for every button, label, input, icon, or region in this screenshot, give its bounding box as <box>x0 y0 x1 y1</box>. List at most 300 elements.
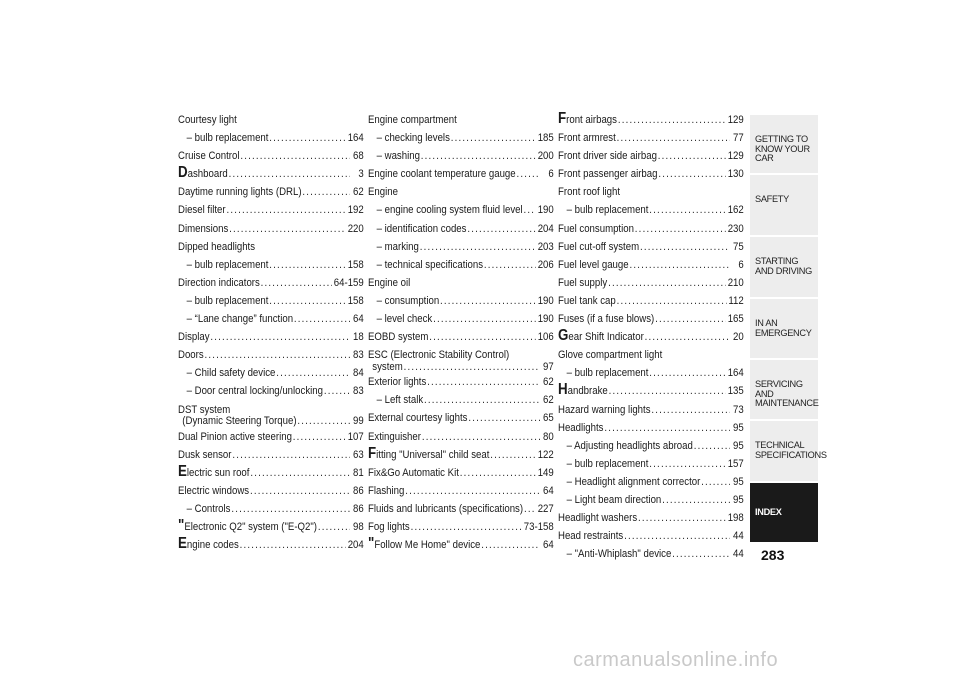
index-entry-row <box>558 147 744 165</box>
index-entry <box>558 238 744 256</box>
entry-page: 158 <box>347 294 364 307</box>
entry-text: Adjusting headlights abroad <box>574 439 693 452</box>
index-entry <box>368 147 554 165</box>
index-entry <box>558 437 744 455</box>
entry-text: andbrake <box>567 385 608 398</box>
index-entry-row <box>178 446 364 464</box>
index-entry-row <box>558 455 744 473</box>
entry-text: Electronic Q2" system ("E-Q2") <box>184 520 318 533</box>
entry-label <box>178 536 239 554</box>
dot-leader <box>617 292 727 310</box>
index-heading: Engine compartment <box>368 114 457 126</box>
dot-leader <box>294 310 350 328</box>
entry-text: Direction indicators <box>178 276 260 289</box>
entry-page: 84 <box>353 367 364 380</box>
index-entry-row <box>368 536 554 554</box>
dot-leader <box>302 183 350 201</box>
index-entry-row <box>558 292 744 310</box>
watermark: carmanualsonline.info <box>573 649 779 671</box>
entry-text: Headlight washers <box>558 512 638 525</box>
dot-leader <box>523 201 535 219</box>
entry-label <box>558 111 617 129</box>
section-tab[interactable]: INDEX <box>750 483 818 544</box>
index-entry-row <box>178 292 364 310</box>
index-entry <box>178 183 364 201</box>
entry-page: 95 <box>733 439 744 452</box>
entry-label <box>182 416 296 428</box>
entry-page: 44 <box>733 548 744 561</box>
entry-page: 64 <box>543 484 554 497</box>
entry-label <box>377 310 433 328</box>
section-tab[interactable]: SERVICING AND MAINTENANCE <box>750 360 818 421</box>
dot-leader <box>210 328 350 346</box>
index-entry <box>558 165 744 183</box>
index-entry-row <box>368 292 554 310</box>
entry-text: consumption <box>384 294 440 307</box>
entry-text: Fix&Go Automatic Kit <box>368 466 459 479</box>
entry-text: bulb replacement <box>194 132 269 145</box>
index-entry <box>368 500 554 518</box>
entry-label <box>368 518 410 536</box>
dot-leader <box>609 382 726 400</box>
dot-leader <box>649 455 726 473</box>
entry-page: 185 <box>537 132 554 145</box>
entry-page: 190 <box>537 313 554 326</box>
entry-label <box>377 256 483 274</box>
index-entry-row <box>558 473 744 491</box>
entry-text: EOBD system <box>368 331 429 344</box>
entry-page: 164 <box>727 367 744 380</box>
entry-label <box>558 129 616 147</box>
dot-leader <box>205 346 350 364</box>
entry-label <box>377 238 419 256</box>
dot-leader <box>484 256 536 274</box>
index-entry <box>368 446 554 464</box>
entry-label <box>567 201 649 219</box>
entry-text: marking <box>384 240 419 253</box>
index-heading: Engine <box>368 186 398 199</box>
index-entry <box>178 401 364 428</box>
dot-leader <box>269 256 346 274</box>
entry-page: 63 <box>353 448 364 461</box>
dot-leader <box>516 165 540 183</box>
entry-text: bulb replacement <box>194 258 269 271</box>
entry-page: 64 <box>543 539 554 552</box>
entry-label <box>368 373 426 391</box>
entry-initial: " <box>178 516 185 534</box>
index-entry <box>558 129 744 147</box>
entry-label <box>178 220 228 238</box>
index-entry <box>558 111 744 129</box>
entry-label <box>377 129 450 147</box>
dot-leader <box>524 500 536 518</box>
entry-page: 227 <box>537 502 554 515</box>
entry-page: 106 <box>537 331 554 344</box>
entry-text: Electric windows <box>178 484 250 497</box>
entry-label <box>187 129 269 147</box>
index-entry <box>558 292 744 310</box>
entry-text: Display <box>178 331 210 344</box>
index-entry-row <box>558 111 744 129</box>
index-entry-row <box>558 545 744 563</box>
entry-label <box>178 147 240 165</box>
entry-text: bulb replacement <box>574 457 649 470</box>
entry-text: Fuel tank cap <box>558 294 616 307</box>
dot-leader <box>240 536 346 554</box>
entry-page: 149 <box>537 466 554 479</box>
index-entry <box>178 129 364 147</box>
index-entry <box>558 509 744 527</box>
index-entry-row <box>368 409 554 427</box>
index-entry <box>368 391 554 409</box>
entry-page: 164 <box>347 132 364 145</box>
dot-leader <box>640 238 730 256</box>
section-tab[interactable]: SAFETY <box>750 175 818 237</box>
entry-page: 200 <box>537 150 554 163</box>
index-entry <box>178 464 364 482</box>
entry-text: Exterior lights <box>368 376 427 389</box>
index-entry-row <box>178 183 364 201</box>
index-entry <box>558 401 744 419</box>
entry-page: 135 <box>727 385 744 398</box>
index-entry-row <box>178 147 364 165</box>
dot-leader <box>638 509 726 527</box>
entry-page: 190 <box>537 294 554 307</box>
index-entry-row <box>178 500 364 518</box>
index-entry <box>178 165 364 183</box>
entry-label <box>558 382 608 400</box>
entry-text: ashboard <box>187 168 228 181</box>
dot-leader <box>424 391 540 409</box>
entry-page: 198 <box>727 512 744 525</box>
index-entry <box>368 165 554 183</box>
entry-label <box>567 455 649 473</box>
entry-page: 75 <box>733 240 744 253</box>
entry-text: Child safety device <box>194 367 276 380</box>
index-entry-row <box>368 373 554 391</box>
entry-label <box>558 527 623 545</box>
index-entry <box>558 328 744 346</box>
entry-label <box>567 491 662 509</box>
index-entry-row <box>558 310 744 328</box>
entry-label <box>187 310 293 328</box>
entry-text: External courtesy lights <box>368 412 468 425</box>
entry-text: Front driver side airbag <box>558 150 657 163</box>
entry-page: 95 <box>733 475 744 488</box>
dot-leader <box>658 165 726 183</box>
index-entry <box>178 518 364 536</box>
dot-leader <box>468 409 540 427</box>
entry-page: 129 <box>727 114 744 126</box>
entry-page: 18 <box>353 331 364 344</box>
index-entry <box>368 328 554 346</box>
entry-text: checking levels <box>384 132 450 145</box>
entry-page: 204 <box>347 539 364 552</box>
entry-text: “Lane change” function <box>194 313 294 326</box>
index-entry <box>368 482 554 500</box>
entry-text: Head restraints <box>558 530 624 543</box>
dot-leader <box>231 500 350 518</box>
entry-page: 203 <box>537 240 554 253</box>
entry-text: Daytime running lights (DRL) <box>178 186 302 199</box>
dot-leader <box>701 473 730 491</box>
entry-text: Fuel cut-off system <box>558 240 640 253</box>
entry-label <box>178 482 249 500</box>
entry-page: 62 <box>543 394 554 407</box>
index-entry-row <box>558 129 744 147</box>
dot-leader <box>405 482 540 500</box>
index-entry <box>368 129 554 147</box>
section-tab[interactable]: STARTING AND DRIVING <box>750 237 818 299</box>
entry-label <box>368 165 516 183</box>
entry-label <box>368 409 467 427</box>
entry-label <box>178 274 260 292</box>
dot-leader <box>411 518 522 536</box>
entry-label <box>377 292 440 310</box>
entry-page: 220 <box>347 222 364 235</box>
entry-label <box>558 238 639 256</box>
entry-page: 107 <box>347 430 364 443</box>
index-entry-row <box>368 446 554 464</box>
entry-text: Follow Me Home" device <box>374 539 481 552</box>
entry-label <box>178 346 204 364</box>
entry-initial: G <box>558 327 569 345</box>
entry-label <box>377 220 467 238</box>
index-entry <box>368 310 554 328</box>
entry-page: 98 <box>353 520 364 533</box>
entry-initial: E <box>178 462 187 480</box>
entry-page: 112 <box>728 294 744 307</box>
entry-label <box>187 382 323 400</box>
index-entry-row <box>368 256 554 274</box>
entry-label <box>187 292 269 310</box>
index-entry <box>368 518 554 536</box>
index-heading: Dipped headlights <box>178 240 256 253</box>
entry-label <box>368 464 459 482</box>
entry-text: Flashing <box>368 484 405 497</box>
entry-page: 210 <box>727 276 744 289</box>
dot-leader <box>250 464 350 482</box>
entry-label <box>368 428 421 446</box>
entry-text: Fuses (if a fuse blows) <box>558 313 655 326</box>
index-heading: Front roof light <box>558 186 621 199</box>
entry-page: 3 <box>358 168 364 181</box>
entry-initial: D <box>178 164 188 182</box>
entry-page: 20 <box>733 331 744 344</box>
entry-text: Diesel filter <box>178 204 226 217</box>
index-entry-row <box>178 201 364 219</box>
entry-text: Headlights <box>558 421 604 434</box>
dot-leader <box>404 362 540 374</box>
index-entry <box>558 473 744 491</box>
entry-text: Doors <box>178 349 204 362</box>
entry-text: level check <box>384 313 433 326</box>
index-entry-row <box>178 482 364 500</box>
dot-leader <box>645 328 730 346</box>
entry-page: 122 <box>537 448 554 461</box>
index-entry <box>368 409 554 427</box>
entry-page: 83 <box>353 349 364 362</box>
entry-label <box>178 464 249 482</box>
entry-label <box>178 328 210 346</box>
index-entry <box>368 220 554 238</box>
index-entry <box>368 292 554 310</box>
index-entry <box>368 464 554 482</box>
entry-page: 65 <box>543 412 554 425</box>
entry-label <box>187 364 276 382</box>
dot-leader <box>422 428 540 446</box>
entry-text: engine cooling system fluid level <box>384 204 523 217</box>
dot-leader <box>420 238 536 256</box>
index-column-1 <box>178 111 364 554</box>
index-entry <box>558 274 744 292</box>
dot-leader <box>250 482 350 500</box>
index-entry-row <box>178 428 364 446</box>
entry-label <box>567 473 701 491</box>
index-entry-row <box>368 391 554 409</box>
index-entry <box>368 256 554 274</box>
dot-leader <box>429 328 536 346</box>
entry-text: Headlight alignment corrector <box>574 475 701 488</box>
section-tab[interactable]: GETTING TO KNOW YOUR CAR <box>750 115 818 175</box>
index-entry <box>368 428 554 446</box>
entry-page: 73 <box>733 403 744 416</box>
index-entry <box>558 455 744 473</box>
index-entry-row <box>368 482 554 500</box>
entry-page: 158 <box>347 258 364 271</box>
entry-text: Cruise Control <box>178 150 240 163</box>
index-entry-row <box>368 328 554 346</box>
dot-leader <box>427 373 540 391</box>
entry-text: technical specifications <box>384 258 484 271</box>
page-number: 283 <box>761 547 785 563</box>
index-entry-row <box>558 201 744 219</box>
entry-label <box>558 310 654 328</box>
index-entry-row <box>368 238 554 256</box>
index-entry-row <box>178 346 364 364</box>
index-entry-row <box>368 500 554 518</box>
index-entry <box>178 500 364 518</box>
index-entry-row <box>558 238 744 256</box>
entry-page: 81 <box>353 466 364 479</box>
entry-initial: H <box>558 381 568 399</box>
index-column-3 <box>558 111 744 563</box>
entry-label <box>558 165 657 183</box>
index-entry-row <box>368 129 554 147</box>
index-entry-row <box>558 382 744 400</box>
entry-label <box>558 401 651 419</box>
entry-page: 95 <box>733 421 744 434</box>
dot-leader <box>635 220 726 238</box>
index-entry-row <box>558 509 744 527</box>
entry-page: 80 <box>543 430 554 443</box>
index-entry-row <box>558 328 744 346</box>
entry-page: 44 <box>733 530 744 543</box>
entry-label <box>567 364 649 382</box>
entry-page: 230 <box>727 222 744 235</box>
index-entry <box>178 256 364 274</box>
entry-page: 64 <box>353 313 364 326</box>
index-entry <box>178 328 364 346</box>
entry-label <box>372 362 402 374</box>
entry-page: 165 <box>727 313 744 326</box>
section-tab[interactable]: TECHNICAL SPECIFICATIONS <box>750 421 818 483</box>
entry-label <box>567 545 672 563</box>
dot-leader <box>269 129 346 147</box>
entry-label <box>187 500 231 518</box>
entry-text: Controls <box>194 502 231 515</box>
dot-leader <box>261 274 332 292</box>
entry-text: ngine codes <box>186 539 239 552</box>
index-entry-row <box>368 428 554 446</box>
index-entry-row <box>368 310 554 328</box>
index-entry <box>558 491 744 509</box>
dot-leader <box>269 292 346 310</box>
index-entry-row <box>178 328 364 346</box>
entry-text: (Dynamic Steering Torque) <box>182 415 297 427</box>
dot-leader <box>618 111 726 129</box>
dot-leader <box>481 536 540 554</box>
index-entry-row <box>178 165 364 183</box>
entry-page: 86 <box>353 484 364 497</box>
dot-leader <box>324 382 350 400</box>
dot-leader <box>460 464 536 482</box>
entry-page: 192 <box>347 204 364 217</box>
dot-leader <box>672 545 730 563</box>
dot-leader <box>297 416 350 428</box>
entry-label <box>558 274 607 292</box>
index-entry <box>558 382 744 400</box>
index-entry <box>178 428 364 446</box>
entry-label <box>558 509 637 527</box>
index-entry <box>178 201 364 219</box>
section-tab[interactable]: IN AN EMERGENCY <box>750 299 818 360</box>
index-entry-row <box>178 416 364 428</box>
dot-leader <box>655 310 726 328</box>
index-entry-row <box>178 364 364 382</box>
index-entry <box>178 220 364 238</box>
index-entry-line1: ESC (Electronic Stability Control) <box>368 349 510 362</box>
entry-text: washing <box>384 150 420 163</box>
entry-label <box>368 328 428 346</box>
entry-initial: F <box>558 110 567 127</box>
entry-page: 62 <box>543 376 554 389</box>
entry-text: bulb replacement <box>194 294 269 307</box>
entry-page: 162 <box>727 204 744 217</box>
index-entry-row <box>178 464 364 482</box>
index-entry-row <box>558 165 744 183</box>
entry-page: 157 <box>727 457 744 470</box>
entry-label <box>558 419 603 437</box>
index-entry-row <box>368 518 554 536</box>
index-entry <box>558 419 744 437</box>
dot-leader <box>318 518 350 536</box>
entry-label <box>178 183 302 201</box>
entry-page: 6 <box>548 168 554 181</box>
entry-page: 99 <box>353 415 364 427</box>
entry-text: Dimensions <box>178 222 229 235</box>
entry-label <box>368 446 489 464</box>
entry-text: ront airbags <box>566 114 617 126</box>
entry-page: 68 <box>353 150 364 163</box>
dot-leader <box>490 446 536 464</box>
entry-text: Fuel level gauge <box>558 258 629 271</box>
entry-page: 83 <box>353 385 364 398</box>
dot-leader <box>421 147 536 165</box>
index-entry <box>368 201 554 219</box>
index-entry <box>178 382 364 400</box>
entry-text: Hazard warning lights <box>558 403 651 416</box>
